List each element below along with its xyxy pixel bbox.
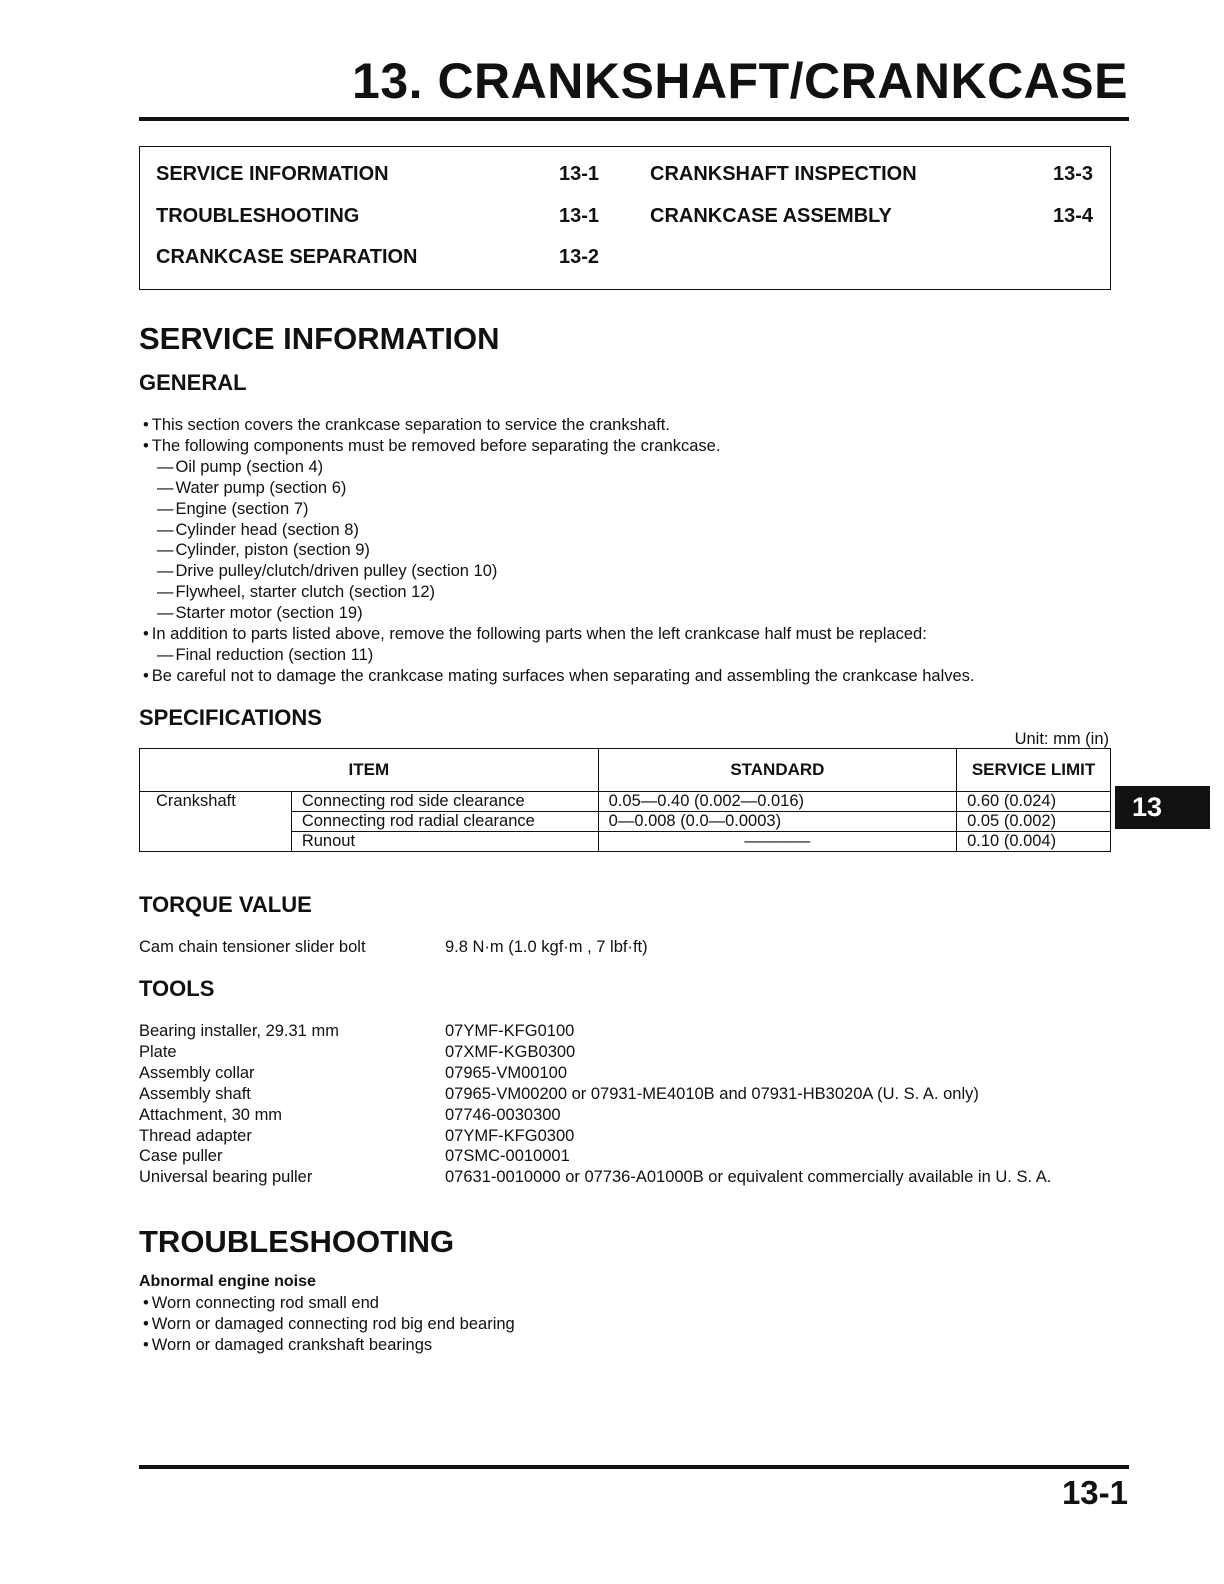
page-number: 13-1 — [1061, 1474, 1128, 1511]
unit-label: Unit: mm (in) — [1014, 730, 1109, 748]
troubleshooting-heading: TROUBLESHOOTING — [139, 1224, 455, 1259]
toc-page-crankcase-assembly: 13-4 — [1053, 205, 1094, 227]
column-header-standard: STANDARD — [598, 749, 956, 792]
tool-number: 07XMF-KGB0300 — [445, 1042, 576, 1061]
tool-number: 07SMC-0010001 — [445, 1147, 570, 1166]
spec-standard: ———— — [598, 832, 956, 852]
tools-names — [139, 1021, 339, 1188]
tool-name: Plate — [139, 1042, 177, 1061]
toc-item-crankcase-assembly[interactable]: CRANKCASE ASSEMBLY — [650, 205, 892, 227]
toc-item-crankcase-separation[interactable]: CRANKCASE SEPARATION — [156, 246, 418, 268]
service-information-heading: SERVICE INFORMATION — [139, 321, 500, 356]
toc-page-crankcase-separation: 13-2 — [559, 246, 600, 268]
tool-name: Case puller — [139, 1147, 223, 1166]
table-row — [140, 792, 1111, 812]
toc-page-crankshaft-inspection: 13-3 — [1053, 163, 1094, 185]
list-item: • Worn or damaged connecting rod big end bearing — [143, 1314, 515, 1335]
torque-item-value: 9.8 N·m (1.0 kgf·m , 7 lbf·ft) — [445, 938, 648, 956]
specifications-table — [139, 748, 1111, 852]
tool-name: Bearing installer, 29.31 mm — [139, 1022, 339, 1040]
list-item: • Worn or damaged crankshaft bearings — [143, 1335, 515, 1356]
specifications-heading: SPECIFICATIONS — [139, 705, 322, 730]
toc-item-crankshaft-inspection[interactable]: CRANKSHAFT INSPECTION — [650, 163, 917, 185]
spec-standard: 0.05—0.40 (0.002—0.016) — [598, 792, 956, 812]
symptom-heading: Abnormal engine noise — [139, 1273, 316, 1290]
footer-rule — [139, 1465, 1129, 1469]
tool-name: Assembly shaft — [139, 1084, 251, 1103]
spec-standard: 0—0.008 (0.0—0.0003) — [598, 812, 956, 832]
tool-number: 07YMF-KFG0300 — [445, 1126, 575, 1145]
spec-limit: 0.05 (0.002) — [957, 812, 1111, 832]
tool-name: Universal bearing puller — [139, 1168, 313, 1187]
list-item: • Be careful not to damage the crankcase mating surfaces when separating and assembling the crankcase halves. — [143, 666, 975, 687]
list-item: • This section covers the crankcase separation to service the crankshaft. — [143, 415, 975, 436]
tool-number: 07965-VM00100 — [445, 1063, 568, 1082]
spec-item: Runout — [291, 832, 598, 852]
general-list — [143, 415, 975, 687]
toc-item-service-information[interactable]: SERVICE INFORMATION — [156, 163, 389, 185]
tools-heading: TOOLS — [139, 976, 215, 1001]
list-item: — Drive pulley/clutch/driven pulley (section 10) — [143, 561, 975, 582]
list-item: • Worn connecting rod small end — [143, 1293, 515, 1314]
general-heading: GENERAL — [139, 370, 247, 395]
column-header-item: ITEM — [140, 749, 599, 792]
spec-category: Crankshaft — [140, 792, 292, 852]
toc-item-troubleshooting[interactable]: TROUBLESHOOTING — [156, 205, 360, 227]
toc-page-troubleshooting: 13-1 — [559, 205, 600, 227]
tool-number: 07631-0010000 or 07736-A01000B or equivalent commercially available in U. S. A. — [445, 1168, 1052, 1187]
list-item: • The following components must be removed before separating the crankcase. — [143, 436, 975, 457]
list-item: • In addition to parts listed above, remove the following parts when the left crankcase half must be replaced: — [143, 624, 975, 645]
list-item: — Engine (section 7) — [143, 499, 975, 520]
spec-limit: 0.60 (0.024) — [957, 792, 1111, 812]
list-item: — Oil pump (section 4) — [143, 457, 975, 478]
tool-name: Thread adapter — [139, 1126, 252, 1145]
chapter-title: 13. CRANKSHAFT/CRANKCASE — [352, 53, 1128, 109]
tool-number: 07YMF-KFG0100 — [445, 1022, 575, 1040]
list-item: — Water pump (section 6) — [143, 478, 975, 499]
spec-limit: 0.10 (0.004) — [957, 832, 1111, 852]
list-item: — Cylinder head (section 8) — [143, 520, 975, 541]
title-rule — [139, 117, 1129, 121]
list-item: — Starter motor (section 19) — [143, 603, 975, 624]
tool-name: Attachment, 30 mm — [139, 1105, 283, 1124]
torque-item-name: Cam chain tensioner slider bolt — [139, 938, 366, 956]
toc-page-service-information: 13-1 — [559, 163, 600, 185]
list-item: — Final reduction (section 11) — [143, 645, 975, 666]
list-item: — Cylinder, piston (section 9) — [143, 540, 975, 561]
torque-value-heading: TORQUE VALUE — [139, 892, 312, 917]
spec-item: Connecting rod side clearance — [291, 792, 598, 812]
chapter-tab[interactable]: 13 — [1115, 786, 1210, 829]
tool-number: 07746-0030300 — [445, 1105, 561, 1124]
column-header-service-limit: SERVICE LIMIT — [957, 749, 1111, 792]
spec-item: Connecting rod radial clearance — [291, 812, 598, 832]
tool-number: 07965-VM00200 or 07931-ME4010B and 07931-HB3020A (U. S. A. only) — [445, 1084, 979, 1103]
tool-name: Assembly collar — [139, 1063, 255, 1082]
causes-list — [143, 1293, 515, 1356]
tools-numbers — [445, 1021, 1051, 1188]
list-item: — Flywheel, starter clutch (section 12) — [143, 582, 975, 603]
